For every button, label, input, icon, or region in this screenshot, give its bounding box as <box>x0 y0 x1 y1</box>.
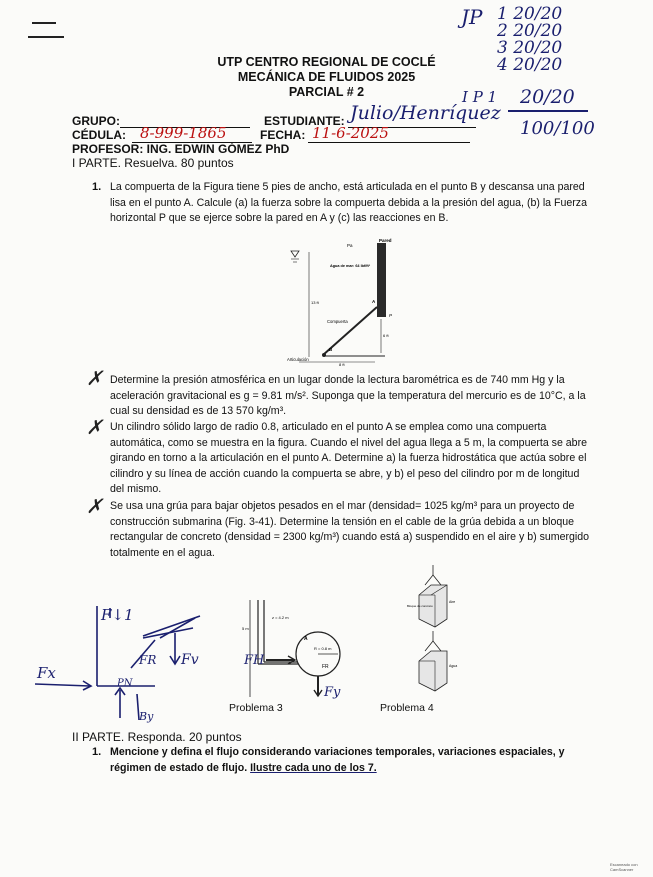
fig1-b-label: B <box>329 347 333 352</box>
margin-mark-1 <box>32 22 56 24</box>
part2-question-text <box>110 745 600 776</box>
fig4-block-label: Bloque de concreto <box>407 604 433 608</box>
grade-row: 1 20/20 <box>497 4 563 24</box>
fig1-p-label: P <box>389 313 393 318</box>
question-text: Determine la presión atmosférica en un lugar donde la lectura barométrica es de 740 mm Hg y la aceleración gravitacional es g = 9.81 m/s². Suponga que la temperatura del mercurio es de 10°C, a la cual su densidad es de 13 570 kg/m³. <box>110 374 586 417</box>
done-mark: ✗ <box>86 366 103 390</box>
fecha-value: 11-6-2025 <box>312 124 389 142</box>
profesor-line: PROFESOR: ING. EDWIN GÓMEZ PhD <box>72 142 290 156</box>
sketch-fv-label: Fv <box>181 652 199 668</box>
sketch-ftop-label: F↓1 <box>101 606 134 624</box>
grade-row: 3 20/20 <box>497 38 563 58</box>
fig4-water-label: Agua <box>449 664 458 668</box>
water-surface-marker <box>291 251 299 257</box>
figure-1-gate <box>285 237 400 367</box>
sketch-fr-label: FR <box>139 653 157 667</box>
part2-heading: II PARTE. Responda. 20 puntos <box>72 730 242 744</box>
grade-underline <box>508 110 588 112</box>
figure-4-crane <box>405 563 465 693</box>
done-mark: ✗ <box>86 494 103 518</box>
fecha-label: FECHA: <box>260 128 306 142</box>
fig3-fy-label: Fy <box>324 685 341 700</box>
part1-grade-label: I P 1 <box>462 88 498 106</box>
wall <box>377 243 386 317</box>
fig3-fr-label: FR <box>322 664 329 670</box>
free-body-sketch <box>35 598 215 728</box>
done-mark: ✗ <box>86 415 103 439</box>
part1-heading: I PARTE. Resuelva. 80 puntos <box>72 156 234 170</box>
fecha-line <box>308 142 470 143</box>
fig1-a-label: A <box>372 299 376 304</box>
fig3-fh-label: FH <box>244 653 265 668</box>
institution-title: UTP CENTRO REGIONAL DE COCLÉ <box>217 55 436 69</box>
part2-text-main: Mencione y defina el flujo considerando variaciones temporales, variaciones espaciales, y régimen de estado de flujo. <box>110 746 565 774</box>
grupo-label: GRUPO: <box>72 114 120 128</box>
fig4-air-label: Aire <box>449 600 456 604</box>
fig1-pared-label: Pared <box>379 238 392 243</box>
fig1-pa-label: Pa <box>347 243 353 248</box>
estudiante-label: ESTUDIANTE: <box>264 114 345 128</box>
sketch-fx-label: Fx <box>37 664 56 682</box>
part2-text-illustrate: Ilustre cada uno de los 7. <box>250 761 377 774</box>
fig3-left-height-label: 5 m <box>242 626 249 631</box>
part1-grade-score: 20/20 <box>520 86 575 108</box>
fig1-depth-label: 13 ft <box>311 300 319 305</box>
fig1-gate-label: Compuerta <box>327 319 348 324</box>
cedula-value: 8-999-1865 <box>140 124 227 142</box>
grade-list <box>497 6 562 74</box>
margin-mark-2 <box>28 36 64 38</box>
fig1-hinge-label: Articulación <box>287 357 309 362</box>
question-number: 1. <box>92 181 102 193</box>
fig3-radius-label: R = 0.8 m <box>314 646 332 651</box>
total-grade: 100/100 <box>520 118 595 139</box>
fig1-water-label: Agua de mar: 64 lbf/ft³ <box>330 264 371 268</box>
sketch-by-label: By <box>139 710 154 723</box>
cedula-label: CÉDULA: <box>72 128 126 142</box>
block-water <box>419 651 447 691</box>
figure-4-caption: Problema 4 <box>380 702 434 714</box>
figure-3-cylinder <box>240 592 355 700</box>
fig1-h-label: 6 ft <box>383 333 389 338</box>
estudiante-value: Julio/Henríquez <box>350 102 501 124</box>
sketch-pn-label: PN <box>117 678 133 689</box>
fig3-a-label: A <box>304 636 308 642</box>
grade-row: 4 20/20 <box>497 55 563 75</box>
fig3-depth-label: z = 4.2 m <box>272 615 289 620</box>
part2-question-number: 1. <box>92 746 102 758</box>
exam-title: PARCIAL # 2 <box>288 85 365 99</box>
figure-3-caption: Problema 3 <box>229 702 283 714</box>
course-title: MECÁNICA DE FLUIDOS 2025 <box>237 70 416 84</box>
question-text: Se usa una grúa para bajar objetos pesados en el mar (densidad= 1025 kg/m³ para un proyecto de construcción submarina (Fig. 3-41). Determine la tensión en el cable de la grúa debida a un bloque rectangular de concreto (densidad = 2300 kg/m³) cuando está a) suspendido en el aire y b) sumergido totalmente en el agua. <box>110 500 590 559</box>
question-text: La compuerta de la Figura tiene 5 pies de ancho, está articulada en el punto B y descansa una pared lisa en el punto A. Calcule (a) la fuerza sobre la compuerta debida a la presión del agua, (b) la Fuerza horizontal P que se ejerce sobre la pared en A y (c) las reacciones en B. <box>110 181 587 224</box>
grade-row: 2 20/20 <box>497 21 563 41</box>
scanner-tag: Escaneado con CamScanner <box>610 862 638 872</box>
fig1-base-label: 8 ft <box>339 362 345 367</box>
question-text: Un cilindro sólido largo de radio 0.8, articulado en el punto A se emplea como una compuerta automática, como se muestra en la figura. Cuando el nivel del agua llega a 5 m, la compuerta se abre girando en torno a la articulación en el punto A. Determine a) la fuerza hidrostática que actúa sobre el cilindro y su línea de acción cuando la compuerta se abre, y b) el peso del cilindro por m de longitud del mismo. <box>110 421 587 495</box>
grade-initials: JP <box>461 5 483 29</box>
